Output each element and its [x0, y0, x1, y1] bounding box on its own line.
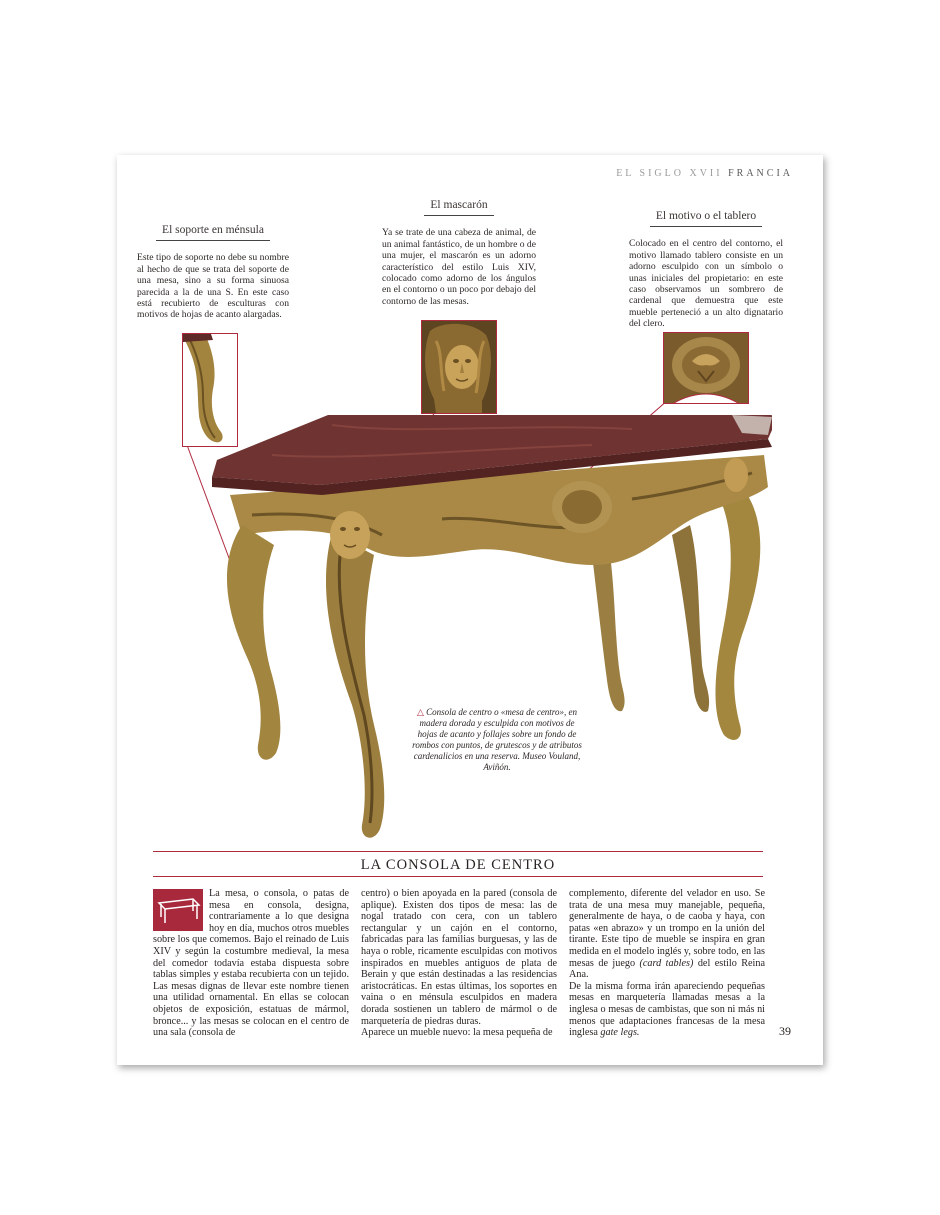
- callout-motivo-text: Colocado en el centro del contorno, el motivo llamado tablero consiste en un adorno esculpido con un símbolo o unas iniciales del propietario: en este caso observamos un sombrero de cardenal que demuestra que este mueble perteneció a un alto dignatario del clero.: [629, 238, 783, 330]
- callout-mascaron-text: Ya se trate de una cabeza de animal, de un animal fantástico, de un hombre o de una mujer, el mascarón es un adorno característico del estilo Luis XIV, colocado como adorno de los ángulos en el contorno o un poco por debajo del contorno de las mesas.: [382, 227, 536, 307]
- body-text-columns: [153, 888, 765, 1039]
- caption-triangle-icon: △: [417, 707, 424, 717]
- body-column-1: [153, 888, 349, 1039]
- console-table-photo: [212, 415, 772, 845]
- table-icon: [153, 889, 203, 931]
- running-head-country: FRANCIA: [728, 168, 793, 179]
- body-paragraph-1: La mesa, o consola, o patas de mesa en consola, designa, contrariamente a lo que designa hoy en día, muchos otros muebles sobre los que comemos. Bajo el reinado de Luis XIV y según la costumbre medieval, la mesa del comedor todavía estaba dispuesta sobre tablas simples y estaba recubierta con un tejido. Las mesas dignas de llevar este nombre tienen una utilidad ornamental. En ellas se colocan objetos de exposición, estatuas de mármol, bronce... y las mesas se colocan en el centro de una sala (consola de: [153, 888, 349, 1039]
- callout-mensula-title: El soporte en ménsula: [156, 225, 270, 241]
- inset-motivo-image: [663, 332, 749, 404]
- body-paragraph-2: centro) o bien apoyada en la pared (consola de aplique). Existen dos tipos de mesa: las de nogal tratado con cera, con un tablero rectangular y un cajón en el contorno, fabricadas para las familias burguesas, y las de haya o roble, ricamente esculpidas con motivos inspirados en muebles antiguos de plata de Berain y que están destinadas a las residencias aristocráticas. En estas últimas, los soportes en vaina o en ménsula esculpidos en madera dorada sostienen un tablero de mármol o de marquetería de piedras duras.: [361, 888, 557, 1027]
- caption-text: Consola de centro o «mesa de centro», en madera dorada y esculpida con motivos de hojas de acanto y follajes sobre un fondo de rombos con puntos, de grutescos y de atributos cardenalicios en una reserva. Museo Vouland, Aviñón.: [412, 707, 582, 772]
- body-column-3: [569, 888, 765, 1039]
- page-number: 39: [779, 1024, 791, 1038]
- callout-motivo-title: El motivo o el tablero: [650, 211, 762, 227]
- callout-mascaron-title: El mascarón: [424, 200, 493, 216]
- inset-mascaron-image: [421, 320, 497, 414]
- callout-mascaron: [382, 200, 536, 307]
- section-title: LA CONSOLA DE CENTRO: [360, 857, 556, 873]
- callout-mensula-text: Este tipo de soporte no debe su nombre al hecho de que se trata del soporte de una mesa, sino a su forma sinuosa parecida a la de una S. En este caso está recubierto de esculturas con motivos de hojas de acanto alargadas.: [137, 252, 289, 321]
- callout-mensula: [137, 225, 289, 321]
- running-head: [616, 168, 793, 179]
- callout-motivo: [629, 211, 783, 330]
- body-paragraph-5: De la misma forma irán apareciendo pequeñas mesas en marquetería llamadas mesas a la inglesa o mesas de cambistas, que son ni más ni menos que adaptaciones francesas de la mesa inglesa gate legs.: [569, 980, 765, 1039]
- body-paragraph-3: Aparece un mueble nuevo: la mesa pequeña de: [361, 1027, 553, 1039]
- body-column-2: [361, 888, 557, 1039]
- section-title-bar: [153, 851, 763, 877]
- photo-caption: [412, 707, 582, 773]
- book-page: [117, 155, 823, 1065]
- running-head-chapter: EL SIGLO XVII: [616, 168, 723, 179]
- body-paragraph-4: complemento, diferente del velador en uso. Se trata de una mesa muy manejable, pequeña, generalmente de haya, o de caoba y haya, con patas «en abrazo» y un trompo en la unión del tirante. Este tipo de mueble se inspira en gran medida en el modelo inglés y, sobre todo, en las mesas de juego (card tables) del estilo Reina Ana.: [569, 888, 766, 981]
